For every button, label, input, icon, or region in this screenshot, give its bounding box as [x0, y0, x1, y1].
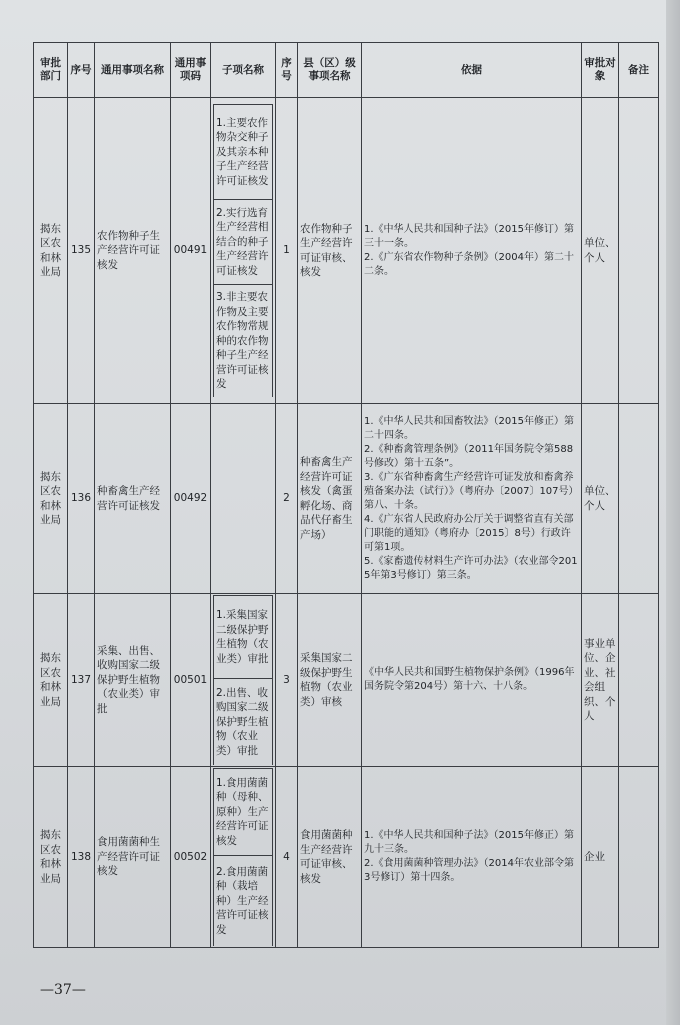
table-row	[34, 594, 659, 767]
dept-cell: 揭东区农和林业局	[34, 594, 68, 767]
general-item-cell: 采集、出售、收购国家二级保护野生植物（农业类）审批	[95, 594, 171, 767]
seq-cell: 1	[276, 98, 298, 404]
table-row	[34, 404, 659, 594]
county-item-cell: 农作物种子生产经营许可证审核、核发	[298, 98, 362, 404]
basis-line: 2.《广东省农作物种子条例》（2004年）第二十二条。	[364, 251, 574, 277]
county-item-cell: 采集国家二级保护野生植物（农业类）审核	[298, 594, 362, 767]
basis-line: 4.《广东省人民政府办公厅关于调整省直有关部门职能的通知》（粤府办〔2015〕8号）行政许可第1项。	[364, 513, 574, 553]
no-cell: 136	[68, 404, 95, 594]
basis-line: 3.《广东省种畜禽生产经营许可证发放和畜禽养殖备案办法（试行）》（粤府办〔2007〕107号）第八、十条。	[364, 471, 579, 511]
target-cell: 事业单位、企业、社会组织、个人	[582, 594, 619, 767]
header-county-item: 县（区）级事项名称	[298, 43, 362, 98]
sub-item: 2.食用菌菌种（栽培种）生产经营许可证核发	[214, 856, 273, 947]
code-cell: 00501	[171, 594, 211, 767]
seq-cell: 4	[276, 767, 298, 948]
page-edge	[666, 0, 680, 1025]
sub-item: 2.实行选育生产经营相结合的种子生产经营许可证核发	[214, 200, 273, 285]
no-cell: 135	[68, 98, 95, 404]
dept-cell: 揭东区农和林业局	[34, 98, 68, 404]
no-cell: 138	[68, 767, 95, 948]
general-item-cell: 农作物种子生产经营许可证核发	[95, 98, 171, 404]
basis-cell	[362, 767, 582, 948]
sub-items-cell	[211, 98, 276, 404]
page-number: —37—	[40, 982, 86, 998]
basis-line: 1.《中华人民共和国畜牧法》（2015年修正）第二十四条。	[364, 415, 574, 441]
remark-cell	[619, 98, 659, 404]
header-basis: 依据	[362, 43, 582, 98]
basis-cell	[362, 98, 582, 404]
seq-cell: 2	[276, 404, 298, 594]
target-cell: 单位、个人	[582, 404, 619, 594]
remark-cell	[619, 594, 659, 767]
header-remark: 备注	[619, 43, 659, 98]
header-general-code: 通用事项码	[171, 43, 211, 98]
table-row	[34, 98, 659, 404]
header-no: 序号	[68, 43, 95, 98]
basis-cell	[362, 594, 582, 767]
basis-line: 《中华人民共和国野生植物保护条例》（1996年国务院令第204号）第十六、十八条。	[364, 667, 575, 692]
basis-cell	[362, 404, 582, 594]
remark-cell	[619, 404, 659, 594]
no-cell: 137	[68, 594, 95, 767]
county-item-cell: 种畜禽生产经营许可证核发（禽蛋孵化场、商品代仔畜生产场）	[298, 404, 362, 594]
basis-line: 5.《家畜遗传材料生产许可办法》（农业部令2015年第3号修订）第三条。	[364, 555, 578, 581]
remark-cell	[619, 767, 659, 948]
basis-line: 1.《中华人民共和国种子法》（2015年修订）第三十一条。	[364, 223, 574, 249]
basis-line: 2.《种畜禽管理条例》（2011年国务院令第588号修改）第十五条”。	[364, 443, 574, 469]
seq-cell: 3	[276, 594, 298, 767]
basis-line: 1.《中华人民共和国种子法》（2015年修正）第九十三条。	[364, 830, 574, 855]
sub-item: 1.食用菌菌种（母种、原种）生产经营许可证核发	[214, 769, 273, 856]
sub-items-cell	[211, 767, 276, 948]
code-cell: 00492	[171, 404, 211, 594]
header-dept: 审批部门	[34, 43, 68, 98]
approval-items-table	[33, 42, 659, 948]
header-target: 审批对象	[582, 43, 619, 98]
general-item-cell: 食用菌菌种生产经营许可证核发	[95, 767, 171, 948]
code-cell: 00502	[171, 767, 211, 948]
header-general-item: 通用事项名称	[95, 43, 171, 98]
sub-items-cell	[211, 594, 276, 767]
sub-items-cell	[211, 404, 276, 594]
code-cell: 00491	[171, 98, 211, 404]
sub-item: 1.采集国家二级保护野生植物（农业类）审批	[214, 596, 273, 679]
general-item-cell: 种畜禽生产经营许可证核发	[95, 404, 171, 594]
dept-cell: 揭东区农和林业局	[34, 767, 68, 948]
header-seq: 序号	[276, 43, 298, 98]
county-item-cell: 食用菌菌种生产经营许可证审核、核发	[298, 767, 362, 948]
header-row	[34, 43, 659, 98]
header-sub-item: 子项名称	[211, 43, 276, 98]
sub-item: 2.出售、收购国家二级保护野生植物（农业类）审批	[214, 679, 273, 766]
target-cell: 单位、个人	[582, 98, 619, 404]
table-row	[34, 767, 659, 948]
dept-cell: 揭东区农和林业局	[34, 404, 68, 594]
basis-line: 2.《食用菌菌种管理办法》（2014年农业部令第3号修订）第十四条。	[364, 858, 574, 883]
sub-item: 3.非主要农作物及主要农作物常规种的农作物种子生产经营许可证核发	[214, 285, 273, 398]
sub-item: 1.主要农作物杂交种子及其亲本种子生产经营许可证核发	[214, 105, 273, 200]
target-cell: 企业	[582, 767, 619, 948]
